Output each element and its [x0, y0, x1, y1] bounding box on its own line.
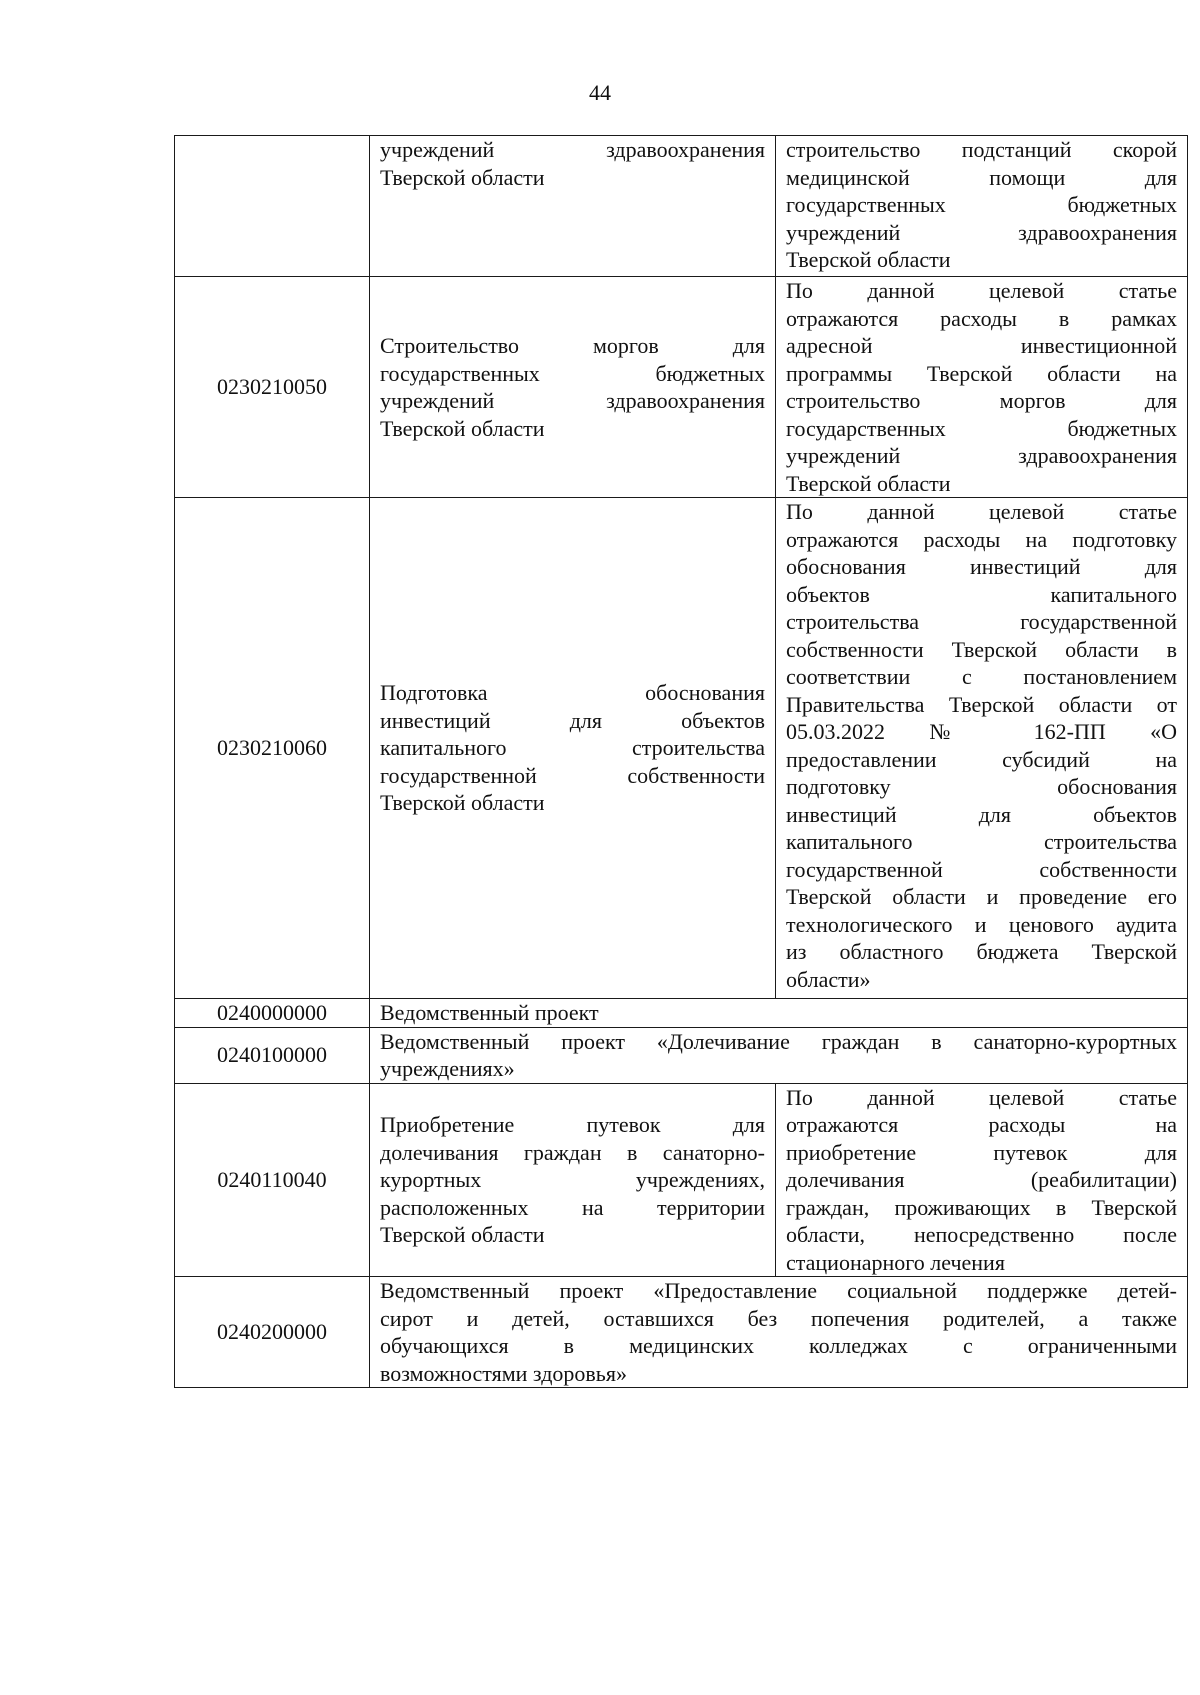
text-line: сирот и детей, оставшихся без попечения родителей, а также: [380, 1305, 1177, 1331]
table-row: [175, 999, 1188, 1028]
text-line: Тверской области: [786, 470, 951, 496]
text-line: предоставлении субсидий на: [786, 746, 1177, 772]
article-description: [776, 498, 1188, 999]
budget-classification-table: [174, 135, 1188, 1388]
article-name: [370, 136, 776, 277]
table-row: [175, 277, 1188, 498]
text-line: стационарного лечения: [786, 1249, 1005, 1275]
article-name: [370, 498, 776, 999]
text-line: Ведомственный проект: [380, 1000, 599, 1025]
text-line: долечивания граждан в санаторно-: [380, 1139, 765, 1165]
text-line: учреждений здравоохранения: [786, 443, 1177, 468]
text-line: Тверской области: [380, 1222, 545, 1247]
text-line: Ведомственный проект «Предоставление социальной поддержке детей-: [380, 1278, 1177, 1303]
target-article-code: 0240100000: [175, 1027, 370, 1083]
text-line: расположенных на территории: [380, 1194, 765, 1220]
text-line: возможностями здоровья»: [380, 1360, 627, 1386]
text-line: соответствии с постановлением: [786, 664, 1177, 689]
article-description: [776, 136, 1188, 277]
target-article-code: [175, 136, 370, 277]
text-line: долечивания (реабилитации): [786, 1167, 1177, 1192]
text-line: государственных бюджетных: [786, 415, 1177, 441]
text-line: учреждениях»: [380, 1056, 515, 1081]
table-row: [175, 1083, 1188, 1277]
text-line: граждан, проживающих в Тверской: [786, 1194, 1177, 1220]
text-line: собственности Тверской области в: [786, 636, 1177, 662]
article-name: [370, 1083, 776, 1277]
project-title: [370, 999, 1188, 1028]
text-line: учреждений здравоохранения: [786, 219, 1177, 245]
target-article-code: 0240200000: [175, 1277, 370, 1388]
text-line: Тверской области и проведение его: [786, 884, 1177, 909]
table-row: [175, 1277, 1188, 1388]
text-line: капитального строительства: [786, 829, 1177, 854]
text-line: Правительства Тверской области от: [786, 691, 1177, 717]
text-line: Тверской области: [786, 247, 951, 272]
text-line: адресной инвестиционной: [786, 333, 1177, 358]
target-article-code: 0240000000: [175, 999, 370, 1028]
text-line: обоснования инвестиций для: [786, 554, 1177, 579]
page-number: 44: [589, 80, 611, 105]
text-line: отражаются расходы на подготовку: [786, 526, 1177, 552]
text-line: отражаются расходы на: [786, 1112, 1177, 1137]
text-line: Приобретение путевок для: [380, 1112, 765, 1137]
text-line: инвестиций для объектов: [786, 801, 1177, 827]
text-line: По данной целевой статье: [786, 278, 1177, 303]
text-line: приобретение путевок для: [786, 1139, 1177, 1165]
text-line: технологического и ценового аудита: [786, 911, 1177, 937]
text-line: Тверской области: [380, 164, 545, 190]
text-line: строительство моргов для: [786, 388, 1177, 413]
text-line: из областного бюджета Тверской: [786, 939, 1177, 964]
text-line: Строительство моргов для: [380, 333, 765, 358]
text-line: Подготовка обоснования: [380, 680, 765, 706]
text-line: государственной собственности: [380, 762, 765, 788]
text-line: По данной целевой статье: [786, 1084, 1177, 1110]
project-title: [370, 1277, 1188, 1388]
table-row: [175, 1027, 1188, 1083]
text-line: курортных учреждениях,: [380, 1167, 765, 1192]
project-title: [370, 1027, 1188, 1083]
text-line: капитального строительства: [380, 735, 765, 761]
text-line: строительства государственной: [786, 609, 1177, 634]
table-row: [175, 498, 1188, 999]
text-line: программы Тверской области на: [786, 360, 1177, 386]
article-description: [776, 1083, 1188, 1277]
article-description: [776, 277, 1188, 498]
target-article-code: 0240110040: [175, 1083, 370, 1277]
article-name: [370, 277, 776, 498]
text-line: объектов капитального: [786, 581, 1177, 607]
text-line: государственных бюджетных: [380, 360, 765, 386]
table-row: [175, 136, 1188, 277]
text-line: подготовку обоснования: [786, 774, 1177, 799]
text-line: Ведомственный проект «Долечивание граждан в санаторно-курортных: [380, 1028, 1177, 1054]
text-line: обучающихся в медицинских колледжах с ограниченными: [380, 1333, 1177, 1358]
text-line: Тверской области: [380, 415, 545, 441]
text-line: области, непосредственно после: [786, 1222, 1177, 1247]
text-line: государственных бюджетных: [786, 192, 1177, 217]
text-line: строительство подстанций скорой: [786, 137, 1177, 162]
text-line: учреждений здравоохранения: [380, 388, 765, 413]
text-line: 05.03.2022 № 162-ПП «О: [786, 719, 1177, 744]
text-line: инвестиций для объектов: [380, 707, 765, 733]
text-line: области»: [786, 966, 871, 992]
text-line: учреждений здравоохранения: [380, 137, 765, 162]
text-line: медицинской помощи для: [786, 164, 1177, 190]
target-article-code: 0230210050: [175, 277, 370, 498]
text-line: По данной целевой статье: [786, 499, 1177, 524]
target-article-code: 0230210060: [175, 498, 370, 999]
text-line: государственной собственности: [786, 856, 1177, 882]
text-line: Тверской области: [380, 790, 545, 816]
text-line: отражаются расходы в рамках: [786, 305, 1177, 331]
